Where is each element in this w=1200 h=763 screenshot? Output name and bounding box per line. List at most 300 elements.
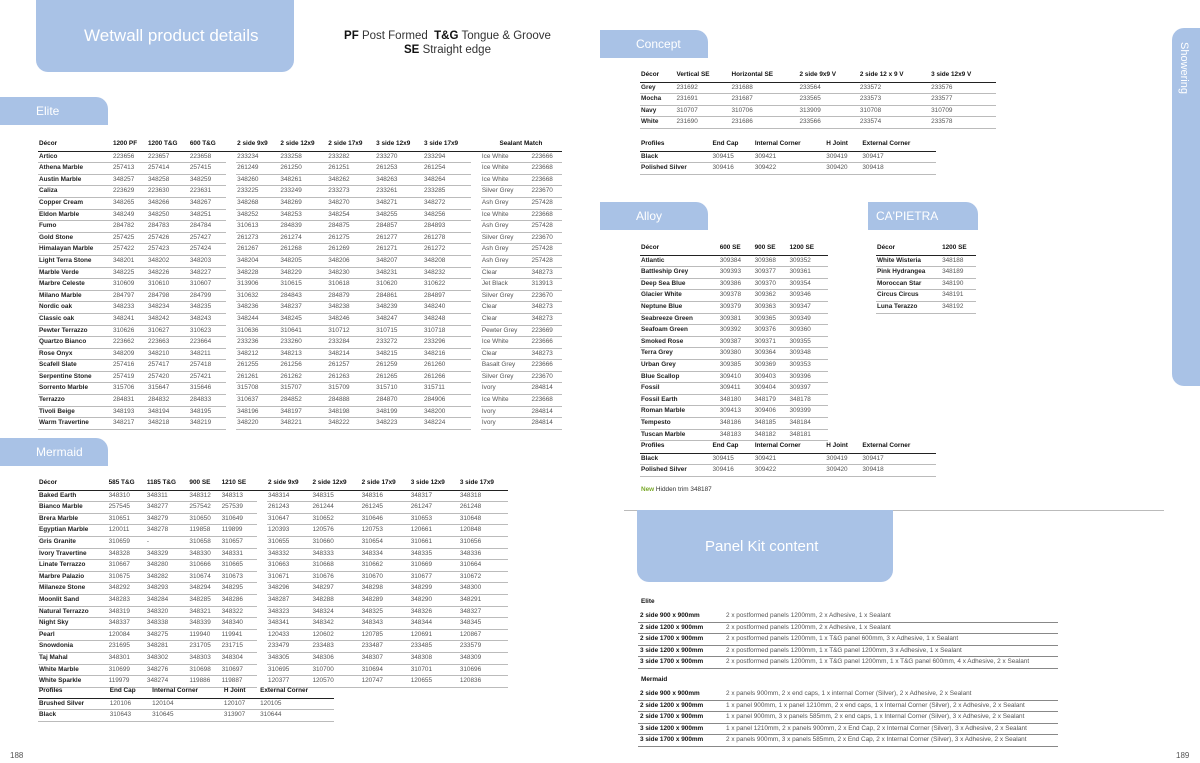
table-cell: Tuscan Marble xyxy=(640,429,719,441)
column-header: 1200 SE xyxy=(788,243,828,255)
table-row xyxy=(38,513,508,525)
table-cell: 2 side 1700 x 900mm xyxy=(638,712,724,724)
table-cell: 309416 xyxy=(711,163,753,175)
table-cell: 309363 xyxy=(754,301,789,313)
table-cell: 348313 xyxy=(221,490,257,502)
table-cell: 348300 xyxy=(459,583,508,595)
capietra-tab: CA'PIETRA xyxy=(868,202,978,230)
table-row xyxy=(876,267,976,279)
table-cell: 2 x panels 900mm, 2 x end caps, 1 x internal Corner (Silver), 2 x Adhesive, 2 x Sealant xyxy=(724,689,1058,700)
table-cell: 348241 xyxy=(112,313,147,325)
table-cell: 223670 xyxy=(531,290,562,302)
table-cell: 261257 xyxy=(327,360,375,372)
column-gap xyxy=(257,606,267,618)
table-cell: 257424 xyxy=(189,244,226,256)
table-cell: 348317 xyxy=(410,490,459,502)
table-cell: 233566 xyxy=(798,117,858,129)
table-cell: 310701 xyxy=(410,664,459,676)
table-row xyxy=(38,186,562,198)
column-gap xyxy=(471,395,481,407)
table-cell: 233577 xyxy=(930,94,996,106)
table-cell: Silver Grey xyxy=(481,371,531,383)
column-gap xyxy=(471,302,481,314)
table-cell: 348210 xyxy=(147,348,189,360)
mermaid-profiles-table xyxy=(38,686,334,722)
table-cell: 261249 xyxy=(236,163,279,175)
column-gap xyxy=(471,221,481,233)
table-cell: Gris Granite xyxy=(38,536,108,548)
table-cell: 309416 xyxy=(711,465,753,477)
table-row xyxy=(640,267,828,279)
table-cell: Sorrento Marble xyxy=(38,383,112,395)
table-cell: 348273 xyxy=(531,313,562,325)
table-cell: 284797 xyxy=(112,290,147,302)
table-cell: 348258 xyxy=(147,174,189,186)
table-row xyxy=(38,490,508,502)
table-cell: Ash Grey xyxy=(481,221,531,233)
table-cell: Jet Black xyxy=(481,279,531,291)
column-header: 2 side 12 x 9 V xyxy=(859,70,930,82)
table-cell: 309377 xyxy=(754,267,789,279)
table-cell: 223666 xyxy=(531,151,562,163)
table-cell: 309403 xyxy=(754,371,789,383)
column-gap xyxy=(226,418,236,430)
column-header: 2 side 17x9 xyxy=(361,478,410,490)
column-header: End Cap xyxy=(109,686,151,698)
column-gap xyxy=(226,255,236,267)
table-cell: 310659 xyxy=(108,536,146,548)
table-row xyxy=(38,641,508,653)
table-cell: Artico xyxy=(38,151,112,163)
concept-tab: Concept xyxy=(600,30,708,58)
table-cell: 310656 xyxy=(459,536,508,548)
table-cell: 284870 xyxy=(375,395,423,407)
table-cell: 231687 xyxy=(730,94,798,106)
table-cell: 3 side 1700 x 900mm xyxy=(638,735,724,747)
table-cell: 348226 xyxy=(147,267,189,279)
table-cell: 348269 xyxy=(279,197,327,209)
table-row xyxy=(640,255,828,267)
table-cell: 348310 xyxy=(108,490,146,502)
table-cell: 223668 xyxy=(531,395,562,407)
column-header: Vertical SE xyxy=(675,70,730,82)
header-row xyxy=(640,243,828,255)
table-cell: Night Sky xyxy=(38,618,108,630)
table-cell: 348189 xyxy=(941,267,976,279)
table-cell: 348250 xyxy=(147,209,189,221)
table-cell: 257414 xyxy=(147,163,189,175)
table-cell: 309364 xyxy=(754,348,789,360)
table-cell: 233258 xyxy=(279,151,327,163)
table-cell: Snowdonia xyxy=(38,641,108,653)
table-cell: 233296 xyxy=(423,337,471,349)
column-gap xyxy=(226,209,236,221)
table-cell: 348328 xyxy=(108,548,146,560)
table-cell: 309421 xyxy=(754,151,825,163)
table-cell: 223656 xyxy=(112,151,147,163)
table-cell: 348185 xyxy=(754,417,789,429)
table-cell: 310641 xyxy=(279,325,327,337)
table-cell: 257423 xyxy=(147,244,189,256)
column-gap xyxy=(226,337,236,349)
table-cell: 284875 xyxy=(327,221,375,233)
table-row xyxy=(640,348,828,360)
table-cell: 348183 xyxy=(719,429,754,441)
table-cell: 310707 xyxy=(675,105,730,117)
table-cell: 309365 xyxy=(754,313,789,325)
table-cell: 348238 xyxy=(327,302,375,314)
table-row xyxy=(38,583,508,595)
table-cell: 348281 xyxy=(146,641,189,653)
table-cell: 310674 xyxy=(188,571,220,583)
table-cell: 348263 xyxy=(375,174,423,186)
column-gap xyxy=(471,163,481,175)
table-cell: 120576 xyxy=(311,525,360,537)
table-cell: 309355 xyxy=(788,336,828,348)
table-cell: 348311 xyxy=(146,490,189,502)
column-gap xyxy=(257,513,267,525)
table-cell: 310671 xyxy=(267,571,311,583)
column-header: 3 side 17x9 xyxy=(423,139,471,151)
table-cell: 261267 xyxy=(236,244,279,256)
table-cell: 348191 xyxy=(941,290,976,302)
table-cell: 120107 xyxy=(223,698,259,710)
table-cell: 233284 xyxy=(327,337,375,349)
table-cell: 309422 xyxy=(754,163,825,175)
table-row xyxy=(38,244,562,256)
table-cell: 233578 xyxy=(930,117,996,129)
table-cell: 120602 xyxy=(311,629,360,641)
table-row xyxy=(640,453,936,465)
table-cell: Clear xyxy=(481,267,531,279)
table-cell: 348268 xyxy=(236,197,279,209)
table-row xyxy=(640,290,828,302)
table-cell: 2 x postformed panels 1200mm, 2 x Adhesive, 1 x Sealant xyxy=(724,611,1058,622)
table-cell: Classic oak xyxy=(38,313,112,325)
table-cell: 233285 xyxy=(423,186,471,198)
panel-kit-mermaid-table xyxy=(638,689,1058,747)
table-cell: Ash Grey xyxy=(481,197,531,209)
table-cell: 284843 xyxy=(279,290,327,302)
table-cell: 348274 xyxy=(146,676,189,688)
table-cell: 257415 xyxy=(189,163,226,175)
table-cell: 310650 xyxy=(188,513,220,525)
table-cell: 310700 xyxy=(311,664,360,676)
header-row xyxy=(640,139,936,151)
table-cell: 348212 xyxy=(236,348,279,360)
table-cell: Egyptian Marble xyxy=(38,525,108,537)
table-row xyxy=(876,255,976,267)
column-gap xyxy=(257,548,267,560)
table-cell: Nordic oak xyxy=(38,302,112,314)
table-cell: 348282 xyxy=(146,571,189,583)
table-cell: 2 x postformed panels 1200mm, 1 x T&G panel 600mm, 3 x Adhesive, 1 x Sealant xyxy=(724,634,1058,646)
table-cell: 119979 xyxy=(108,676,146,688)
table-cell: 119887 xyxy=(221,676,257,688)
table-cell: 309418 xyxy=(861,465,936,477)
column-gap xyxy=(257,478,267,490)
table-cell: 261261 xyxy=(236,371,279,383)
table-cell: 261263 xyxy=(327,371,375,383)
table-cell: Copper Cream xyxy=(38,197,112,209)
table-cell: 348289 xyxy=(361,594,410,606)
table-cell: 348295 xyxy=(221,583,257,595)
table-cell: Fossil xyxy=(640,383,719,395)
table-cell: 348271 xyxy=(375,197,423,209)
table-cell: 348186 xyxy=(719,417,754,429)
table-row xyxy=(38,290,562,302)
table-cell: 310708 xyxy=(859,105,930,117)
concept-profiles-table xyxy=(640,139,936,175)
table-cell: 233261 xyxy=(375,186,423,198)
table-cell: 2 x postformed panels 1200mm, 2 x Adhesive, 1 x Sealant xyxy=(724,622,1058,634)
table-cell: 310670 xyxy=(361,571,410,583)
table-cell: 309420 xyxy=(825,465,861,477)
table-cell: 120747 xyxy=(361,676,410,688)
table-cell: Pewter Terrazzo xyxy=(38,325,112,337)
table-row xyxy=(640,371,828,383)
table-cell: Quartzo Bianco xyxy=(38,337,112,349)
table-cell: 348245 xyxy=(279,313,327,325)
table-cell: 310623 xyxy=(189,325,226,337)
table-row xyxy=(640,394,828,406)
table-cell: 2 side 1200 x 900mm xyxy=(638,622,724,634)
table-cell: 223670 xyxy=(531,232,562,244)
table-cell: 348197 xyxy=(279,406,327,418)
column-gap xyxy=(471,186,481,198)
table-cell: 120867 xyxy=(459,629,508,641)
table-cell: 284831 xyxy=(112,395,147,407)
table-cell: 310658 xyxy=(188,536,220,548)
table-cell: Taj Mahal xyxy=(38,652,108,664)
mermaid-table xyxy=(38,478,508,688)
table-cell: 309378 xyxy=(719,290,754,302)
table-cell: 257428 xyxy=(531,244,562,256)
table-cell: 348331 xyxy=(221,548,257,560)
column-header: 3 side 12x9 V xyxy=(930,70,996,82)
table-cell: White Marble xyxy=(38,664,108,676)
column-header: Internal Corner xyxy=(151,686,223,698)
table-cell: 348338 xyxy=(146,618,189,630)
table-cell: 348239 xyxy=(375,302,423,314)
column-gap xyxy=(226,174,236,186)
table-row xyxy=(38,594,508,606)
table-row xyxy=(638,611,1058,622)
table-cell: 231688 xyxy=(730,82,798,94)
table-cell: Bianco Marble xyxy=(38,502,108,514)
table-cell: Ice White xyxy=(481,209,531,221)
table-cell: 257419 xyxy=(112,371,147,383)
table-cell: Light Terra Stone xyxy=(38,255,112,267)
table-cell: 223669 xyxy=(531,325,562,337)
alloy-table xyxy=(640,243,828,441)
table-row xyxy=(38,255,562,267)
table-cell: Baked Earth xyxy=(38,490,108,502)
table-cell: 348343 xyxy=(361,618,410,630)
table-cell: 257422 xyxy=(112,244,147,256)
table-cell: 261260 xyxy=(423,360,471,372)
column-header: External Corner xyxy=(259,686,334,698)
table-cell: 284888 xyxy=(327,395,375,407)
table-cell: 348270 xyxy=(327,197,375,209)
table-cell: 309397 xyxy=(788,383,828,395)
table-cell: Pewter Grey xyxy=(481,325,531,337)
table-cell: 348327 xyxy=(459,606,508,618)
header-row xyxy=(38,478,508,490)
table-cell: 119941 xyxy=(221,629,257,641)
table-row xyxy=(38,652,508,664)
table-cell: 310669 xyxy=(410,560,459,572)
table-cell: 310655 xyxy=(267,536,311,548)
column-header: Décor xyxy=(876,243,941,255)
table-cell: 348335 xyxy=(410,548,459,560)
column-header: 1200 PF xyxy=(112,139,147,151)
column-header: 585 T&G xyxy=(108,478,146,490)
table-cell: 348229 xyxy=(279,267,327,279)
table-cell: Ivory xyxy=(481,383,531,395)
table-cell: 119886 xyxy=(188,676,220,688)
table-cell: Seafoam Green xyxy=(640,325,719,337)
column-header: Internal Corner xyxy=(754,441,825,453)
column-gap xyxy=(226,406,236,418)
table-cell: 2 side 1200 x 900mm xyxy=(638,700,724,712)
table-cell: 309349 xyxy=(788,313,828,325)
table-cell: 348277 xyxy=(146,502,189,514)
table-cell: 348296 xyxy=(267,583,311,595)
table-cell: 348234 xyxy=(147,302,189,314)
table-cell: 223668 xyxy=(531,174,562,186)
table-cell: 284857 xyxy=(375,221,423,233)
table-cell: 348219 xyxy=(189,418,226,430)
table-cell: 348285 xyxy=(188,594,220,606)
table-cell: 348273 xyxy=(531,267,562,279)
table-cell: 257417 xyxy=(147,360,189,372)
table-cell: 310610 xyxy=(147,279,189,291)
table-cell: 257426 xyxy=(147,232,189,244)
table-cell: 315646 xyxy=(189,383,226,395)
column-header: H Joint xyxy=(825,139,861,151)
table-cell: 310662 xyxy=(361,560,410,572)
table-cell: 348203 xyxy=(189,255,226,267)
table-cell: 257413 xyxy=(112,163,147,175)
table-cell: 310613 xyxy=(236,221,279,233)
column-header: 600 T&G xyxy=(189,139,226,151)
table-cell: Black xyxy=(38,710,109,722)
table-cell: 309386 xyxy=(719,278,754,290)
table-cell: 309360 xyxy=(788,325,828,337)
column-header: Décor xyxy=(38,139,112,151)
table-cell: Circus Circus xyxy=(876,290,941,302)
table-cell: 261269 xyxy=(327,244,375,256)
table-cell: Silver Grey xyxy=(481,186,531,198)
table-cell: 348267 xyxy=(189,197,226,209)
table-cell: Ice White xyxy=(481,395,531,407)
table-cell: 310652 xyxy=(311,513,360,525)
table-cell: 223657 xyxy=(147,151,189,163)
table-cell: Rose Onyx xyxy=(38,348,112,360)
table-cell: 310620 xyxy=(375,279,423,291)
table-cell: 348231 xyxy=(375,267,423,279)
column-gap xyxy=(257,583,267,595)
table-cell: 310664 xyxy=(459,560,508,572)
column-gap xyxy=(226,348,236,360)
table-cell: Milaneze Stone xyxy=(38,583,108,595)
column-header: Internal Corner xyxy=(754,139,825,151)
table-row xyxy=(38,267,562,279)
alloy-profiles-table xyxy=(640,441,936,477)
table-cell: 348235 xyxy=(189,302,226,314)
table-cell: 309354 xyxy=(788,278,828,290)
table-cell: 309418 xyxy=(861,163,936,175)
column-header: 3 side 17x9 xyxy=(459,478,508,490)
table-cell: Ice White xyxy=(481,174,531,186)
table-cell: 310645 xyxy=(151,710,223,722)
table-cell: 348261 xyxy=(279,174,327,186)
table-cell: 348198 xyxy=(327,406,375,418)
table-cell: 348276 xyxy=(146,664,189,676)
table-row xyxy=(638,735,1058,747)
table-cell: 120655 xyxy=(410,676,459,688)
table-cell: 3 side 1700 x 900mm xyxy=(638,657,724,669)
table-cell: Luna Terazzo xyxy=(876,301,941,313)
table-cell: 309419 xyxy=(825,453,861,465)
table-cell: 120691 xyxy=(410,629,459,641)
column-header: External Corner xyxy=(861,441,936,453)
table-cell: Austin Marble xyxy=(38,174,112,186)
table-cell: 309399 xyxy=(788,406,828,418)
table-cell: 261274 xyxy=(279,232,327,244)
table-cell: Clear xyxy=(481,313,531,325)
table-cell: 309419 xyxy=(825,151,861,163)
table-cell: 348208 xyxy=(423,255,471,267)
column-gap xyxy=(471,244,481,256)
table-cell: 284814 xyxy=(531,383,562,395)
table-cell: 284897 xyxy=(423,290,471,302)
table-cell: 348265 xyxy=(112,197,147,209)
column-gap xyxy=(257,571,267,583)
table-cell: 2 x postformed panels 1200mm, 1 x T&G panel 1200mm, 3 x Adhesive, 1 x Sealant xyxy=(724,645,1058,657)
table-cell: Clear xyxy=(481,348,531,360)
table-cell: Tivoli Beige xyxy=(38,406,112,418)
table-cell: 348278 xyxy=(146,525,189,537)
table-row xyxy=(38,525,508,537)
table-cell: 261256 xyxy=(279,360,327,372)
table-cell: 284839 xyxy=(279,221,327,233)
table-row xyxy=(38,371,562,383)
table-cell: Polished Silver xyxy=(640,465,711,477)
column-header: Décor xyxy=(640,70,675,82)
table-cell: 348342 xyxy=(311,618,360,630)
table-cell: Moonlit Sand xyxy=(38,594,108,606)
table-row xyxy=(640,359,828,371)
table-cell: 348216 xyxy=(423,348,471,360)
panel-kit-mermaid-label: Mermaid xyxy=(641,676,668,683)
column-gap xyxy=(257,525,267,537)
table-cell: 348272 xyxy=(423,197,471,209)
table-cell: 348306 xyxy=(311,652,360,664)
table-cell: 348214 xyxy=(327,348,375,360)
table-cell: 309385 xyxy=(719,359,754,371)
table-cell: 348334 xyxy=(361,548,410,560)
table-cell: Battleship Grey xyxy=(640,267,719,279)
table-row xyxy=(638,700,1058,712)
table-cell: Serpentine Stone xyxy=(38,371,112,383)
alloy-tab: Alloy xyxy=(600,202,708,230)
table-row xyxy=(38,360,562,372)
table-row xyxy=(38,560,508,572)
table-cell: 348221 xyxy=(279,418,327,430)
table-cell: 3 side 1200 x 900mm xyxy=(638,723,724,735)
